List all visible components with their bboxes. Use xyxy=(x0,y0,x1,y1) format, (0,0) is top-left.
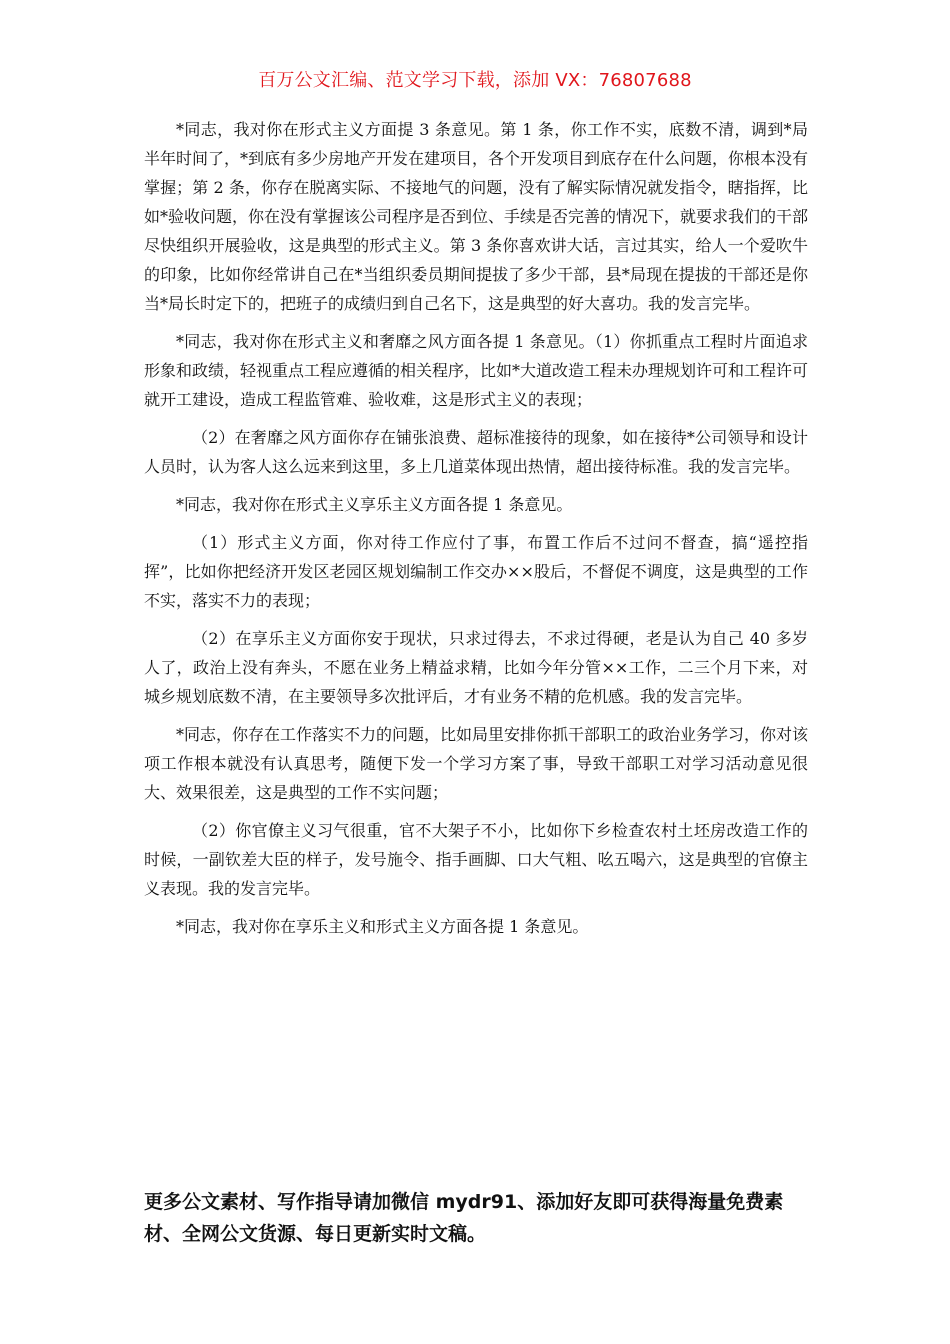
header-promo-text: 百万公文汇编、范文学习下载，添加 VX：76807688 xyxy=(258,70,692,91)
paragraph-4: *同志，我对你在形式主义享乐主义方面各提 1 条意见。 xyxy=(176,495,573,514)
paragraph-7: *同志，你存在工作落实不力的问题，比如局里安排你抓干部职工的政治业务学习，你对该项工作根本就没有认真思考，随便下发一个学习方案了事，导致干部职工对学习活动意见很大、效果很差，这是典型的工作不实问题； xyxy=(144,725,809,802)
paragraph-9: *同志，我对你在享乐主义和形式主义方面各提 1 条意见。 xyxy=(176,917,589,936)
paragraph-1: *同志，我对你在形式主义方面提 3 条意见。第 1 条，你工作不实，底数不清，调到*局半年时间了，*到底有多少房地产开发在建项目，各个开发项目到底存在什么问题，你根本没有掌握；第 2 条，你存在脱离实际、不接地气的问题，没有了解实际情况就发指令，瞎指挥，比如*验收问题，你在没有掌握该公司程序是否到位、手续是否完善的情况下，就要求我们的干部尽快组织开展验收，这是典型的形式主义。第 3 条你喜欢讲大话，言过其实，给人一个爱吹牛的印象，比如你经常讲自己在*当组织委员期间提拔了多少干部，县*局现在提拔的干部还是你当*局长时定下的，把班子的成绩归到自己名下，这是典型的好大喜功。我的发言完毕。 xyxy=(144,120,809,313)
document-body xyxy=(144,115,808,950)
paragraph-3: （2）在奢靡之风方面你存在铺张浪费、超标准接待的现象，如在接待*公司领导和设计人员时，认为客人这么远来到这里，多上几道菜体现出热情，超出接待标准。我的发言完毕。 xyxy=(144,428,808,476)
paragraph-5: （1）形式主义方面，你对待工作应付了事，布置工作后不过问不督查，搞“遥控指挥”，比如你把经济开发区老园区规划编制工作交办××股后，不督促不调度，这是典型的工作不实，落实不力的表现； xyxy=(144,533,808,610)
footer-promo-text: 更多公文素材、写作指导请加微信 mydr91、添加好友即可获得海量免费素材、全网公文货源、每日更新实时文稿。 xyxy=(144,1191,784,1245)
paragraph-6: （2）在享乐主义方面你安于现状，只求过得去，不求过得硬，老是认为自己 40 多岁人了，政治上没有奔头，不愿在业务上精益求精，比如今年分管××工作，二三个月下来，对城乡规划底数不清，在主要领导多次批评后，才有业务不精的危机感。我的发言完毕。 xyxy=(144,629,808,706)
paragraph-2: *同志，我对你在形式主义和奢靡之风方面各提 1 条意见。（1）你抓重点工程时片面追求形象和政绩，轻视重点工程应遵循的相关程序，比如*大道改造工程未办理规划许可和工程许可就开工建设，造成工程监管难、验收难，这是形式主义的表现； xyxy=(144,332,809,409)
paragraph-8: （2）你官僚主义习气很重，官不大架子不小，比如你下乡检查农村土坯房改造工作的时候，一副钦差大臣的样子，发号施令、指手画脚、口大气粗、吆五喝六，这是典型的官僚主义表现。我的发言完毕。 xyxy=(144,821,808,898)
